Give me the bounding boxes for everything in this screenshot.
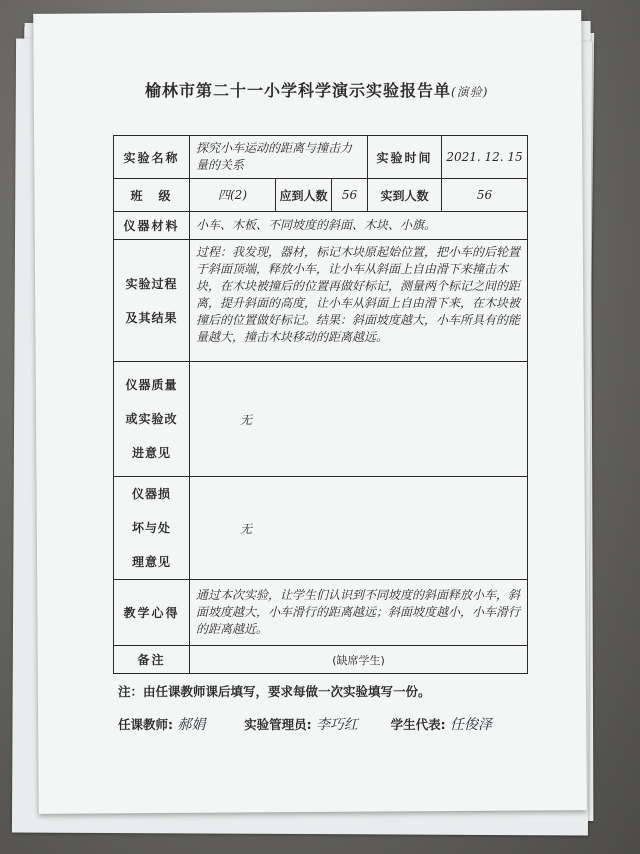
label-process-line1: 实验过程 — [125, 276, 178, 291]
teacher-label: 任课教师: — [118, 717, 173, 732]
value-class: 四(2) — [190, 179, 276, 212]
label-experiment-time: 实验时间 — [368, 136, 442, 179]
row-class — [114, 179, 528, 212]
label-quality-line3: 进意见 — [131, 446, 171, 460]
title-suffix: (演验) — [451, 85, 489, 99]
label-quality-line2: 或实验改 — [125, 412, 178, 426]
label-damage — [114, 477, 190, 580]
row-remarks — [114, 646, 528, 674]
teacher-signature: 郝娟 — [177, 717, 206, 733]
signature-row — [118, 714, 538, 734]
label-remarks: 备注 — [114, 646, 190, 674]
value-damage: 无 — [190, 477, 528, 580]
student-label: 学生代表: — [390, 717, 446, 732]
label-expected-count: 应到人数 — [276, 179, 332, 212]
row-materials — [114, 212, 528, 240]
form-title — [145, 78, 495, 101]
student-signature: 任俊泽 — [450, 717, 493, 733]
label-damage-line1: 仪器损 — [131, 487, 171, 501]
value-experience: 通过本次实验，让学生们认识到不同坡度的斜面释放小车，斜面坡度越大，小车滑行的距离越远；斜面坡度越小，小车滑行的距离越近。 — [190, 580, 528, 646]
title-text: 榆林市第二十一小学科学演示实验报告单 — [145, 81, 452, 100]
label-experience: 教学心得 — [114, 580, 190, 646]
label-actual-count: 实到人数 — [368, 179, 442, 212]
label-experiment-name: 实验名称 — [114, 136, 190, 179]
row-experience — [114, 580, 528, 646]
value-process: 过程：我发现，器材，标记木块原起始位置，把小车的后轮置于斜面顶端，释放小车，让小车从斜面上自由滑下来撞击木块，在木块被撞后的位置再做好标记，测量两个标记之间的距离，提升斜面的高度，让小车从斜面上自由滑下来，在木块被撞后的位置做好标记。结果：斜面坡度越大，小车所具有的能量越大，撞击木块移动的距离越远。 — [190, 240, 528, 362]
label-damage-line2: 坏与处 — [131, 521, 171, 535]
footer-note: 注：由任课教师课后填写，要求每做一次实验填写一份。 — [118, 684, 431, 699]
label-damage-line3: 理意见 — [131, 555, 171, 569]
row-damage — [114, 477, 528, 580]
row-name — [114, 136, 528, 179]
manager-signature: 李巧红 — [315, 717, 358, 733]
label-process-line2: 及其结果 — [125, 310, 178, 325]
value-expected-count: 56 — [332, 179, 368, 212]
manager-label: 实验管理员: — [244, 717, 312, 732]
value-actual-count: 56 — [442, 179, 528, 212]
report-table — [113, 135, 528, 674]
row-process — [114, 240, 528, 362]
value-experiment-time: 2021. 12. 15 — [442, 136, 528, 179]
label-quality-line1: 仪器质量 — [125, 378, 178, 392]
label-quality — [114, 362, 190, 477]
label-materials: 仪器材料 — [114, 212, 190, 240]
row-quality — [114, 362, 528, 477]
value-experiment-name: 探究小车运动的距离与撞击力量的关系 — [190, 136, 368, 179]
label-class: 班 级 — [114, 179, 190, 212]
label-process — [114, 240, 190, 362]
value-quality: 无 — [190, 362, 528, 477]
value-remarks: (缺席学生) — [190, 646, 528, 674]
value-materials: 小车、木板、不同坡度的斜面、木块、小旗。 — [190, 212, 528, 240]
